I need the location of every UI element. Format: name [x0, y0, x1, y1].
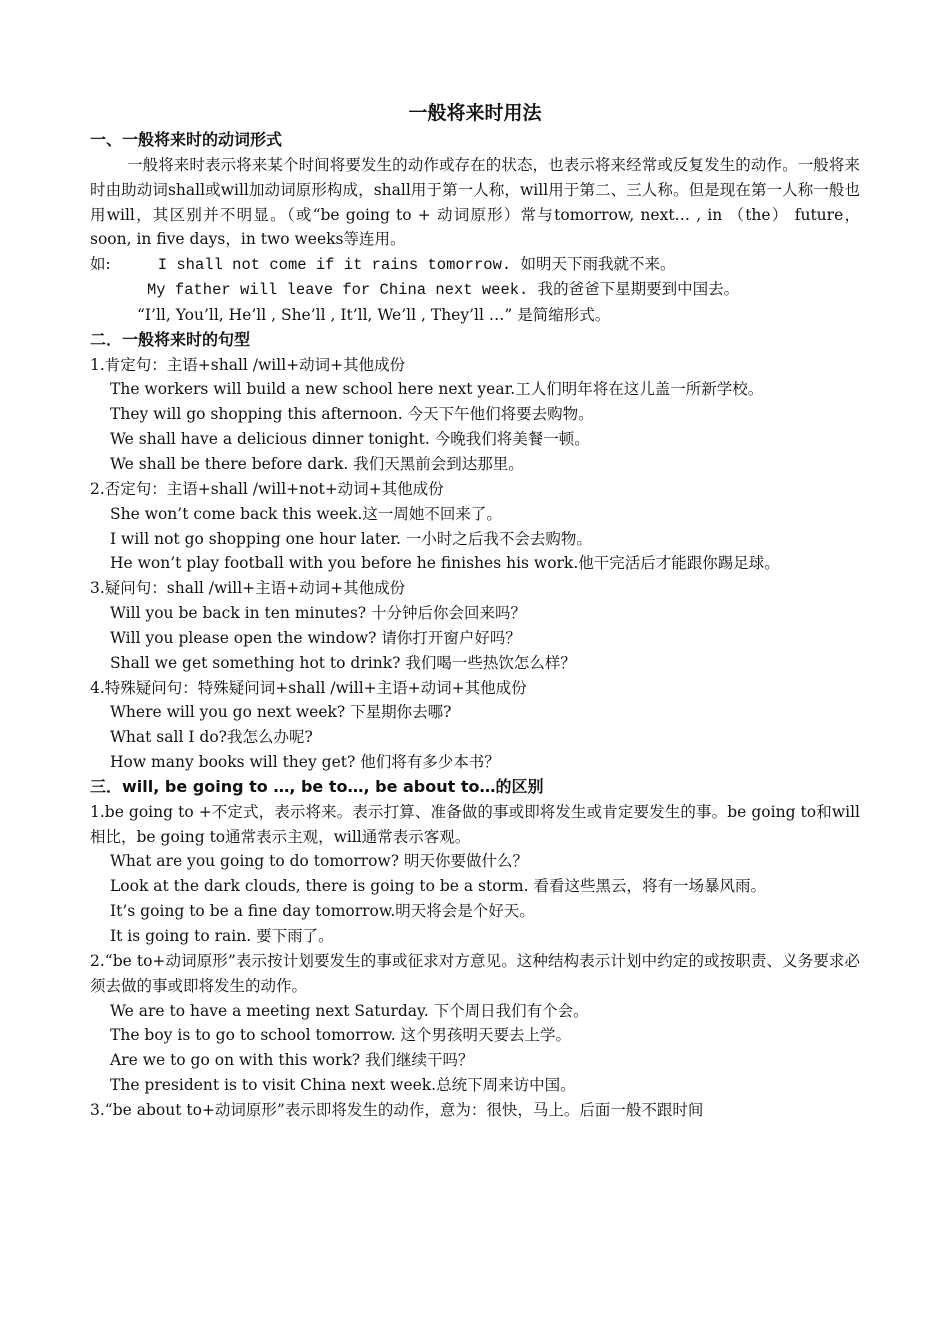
rule-negative: 2.否定句：主语+shall /will+not+动词+其他成份	[90, 479, 444, 498]
rule-wh-question: 4.特殊疑问句：特殊疑问词+shall /will+主语+动词+其他成份	[90, 678, 527, 697]
section3-heading: 三．will, be going to …, be to…, be about to…的区别	[90, 776, 544, 796]
section1-intro: 一般将来时表示将来某个时间将要发生的动作或存在的状态，也表示将来经常或反复发生的动作。一般将来时由助动词shall或will加动词原形构成，shall用于第一人称，will用于第二、三人称。但是现在第一人称一般也用will，其区别并不明显。（或“be going to + 动词原形）常与tomorrow, next… , in （the） future，soon, in five days，in two weeks等连用。	[90, 155, 860, 249]
rule-affirmative: 1.肯定句：主语+shall /will+动词+其他成份	[90, 355, 406, 374]
rule-be-about-to: 3.“be about to+动词原形”表示即将发生的动作，意为：很快，马上。后面一般不跟时间	[90, 1100, 704, 1119]
example-sentence: It is going to rain. 要下雨了。	[110, 927, 334, 945]
example-sentence: Shall we get something hot to drink? 我们喝一些热饮怎么样？	[110, 653, 576, 672]
contractions-note: “I’ll, You’ll, He’ll , She’ll , It’ll, We’ll , They’ll …” 是简缩形式。	[137, 305, 611, 324]
example-sentence: She won’t come back this week.这一周她不回来了。	[110, 504, 502, 523]
rule-question: 3.疑问句：shall /will+主语+动词+其他成份	[90, 579, 406, 598]
example-sentence: The president is to visit China next week.总统下周来访中国。	[110, 1076, 576, 1095]
example-sentence: The workers will build a new school here next year.工人们明年将在这儿盖一所新学校。	[110, 380, 764, 399]
example-sentence: The boy is to go to school tomorrow. 这个男孩明天要去上学。	[110, 1026, 572, 1045]
example-sentence: He won’t play football with you before he finishes his work.他干完活后才能跟你踢足球。	[110, 554, 780, 573]
example-sentence: Look at the dark clouds, there is going to be a storm. 看看这些黑云，将有一场暴风雨。	[110, 877, 766, 896]
example-sentence: We shall be there before dark. 我们天黑前会到达那里。	[110, 454, 524, 473]
example-sentence: Will you please open the window? 请你打开窗户好吗？	[110, 628, 521, 647]
page-title: 一般将来时用法	[408, 102, 542, 124]
example-1: I shall not come if it rains tomorrow. 如明天下雨我就不来。	[157, 256, 676, 275]
example-sentence: We are to have a meeting next Saturday. 下个周日我们有个会。	[110, 1001, 589, 1020]
section2-heading: 二．一般将来时的句型	[90, 329, 251, 349]
example-sentence: Will you be back in ten minutes? 十分钟后你会回来吗？	[110, 604, 527, 623]
rule-be-to: 2.“be to+动词原形”表示按计划要发生的事或征求对方意见。这种结构表示计划中约定的或按职责、义务要求必须去做的事或即将发生的动作。	[90, 951, 860, 995]
example-label: 如:	[90, 255, 111, 274]
example-sentence: Where will you go next week? 下星期你去哪?	[110, 703, 452, 722]
example-sentence: We shall have a delicious dinner tonight. 今晚我们将美餐一顿。	[110, 430, 590, 449]
example-sentence: How many books will they get? 他们将有多少本书？	[110, 753, 500, 772]
example-sentence: They will go shopping this afternoon. 今天下午他们将要去购物。	[110, 405, 594, 424]
example-sentence: What are you going to do tomorrow? 明天你要做什么？	[110, 852, 529, 871]
document-page	[90, 98, 860, 1123]
example-line-1	[90, 252, 860, 278]
example-2: My father will leave for China next week. 我的爸爸下星期要到中国去。	[147, 281, 740, 300]
example-sentence: I will not go shopping one hour later. 一小时之后我不会去购物。	[110, 529, 592, 548]
rule-be-going-to: 1.be going to +不定式，表示将来。表示打算、准备做的事或即将发生或肯定要发生的事。be going to和will相比，be going to通常表示主观，will通常表示客观。	[90, 802, 860, 846]
section1-heading: 一、一般将来时的动词形式	[90, 130, 283, 149]
example-sentence: It’s going to be a fine day tomorrow.明天将会是个好天。	[110, 902, 535, 921]
example-sentence: Are we to go on with this work? 我们继续干吗？	[110, 1051, 474, 1070]
example-sentence: What sall I do?我怎么办呢?	[110, 728, 313, 747]
